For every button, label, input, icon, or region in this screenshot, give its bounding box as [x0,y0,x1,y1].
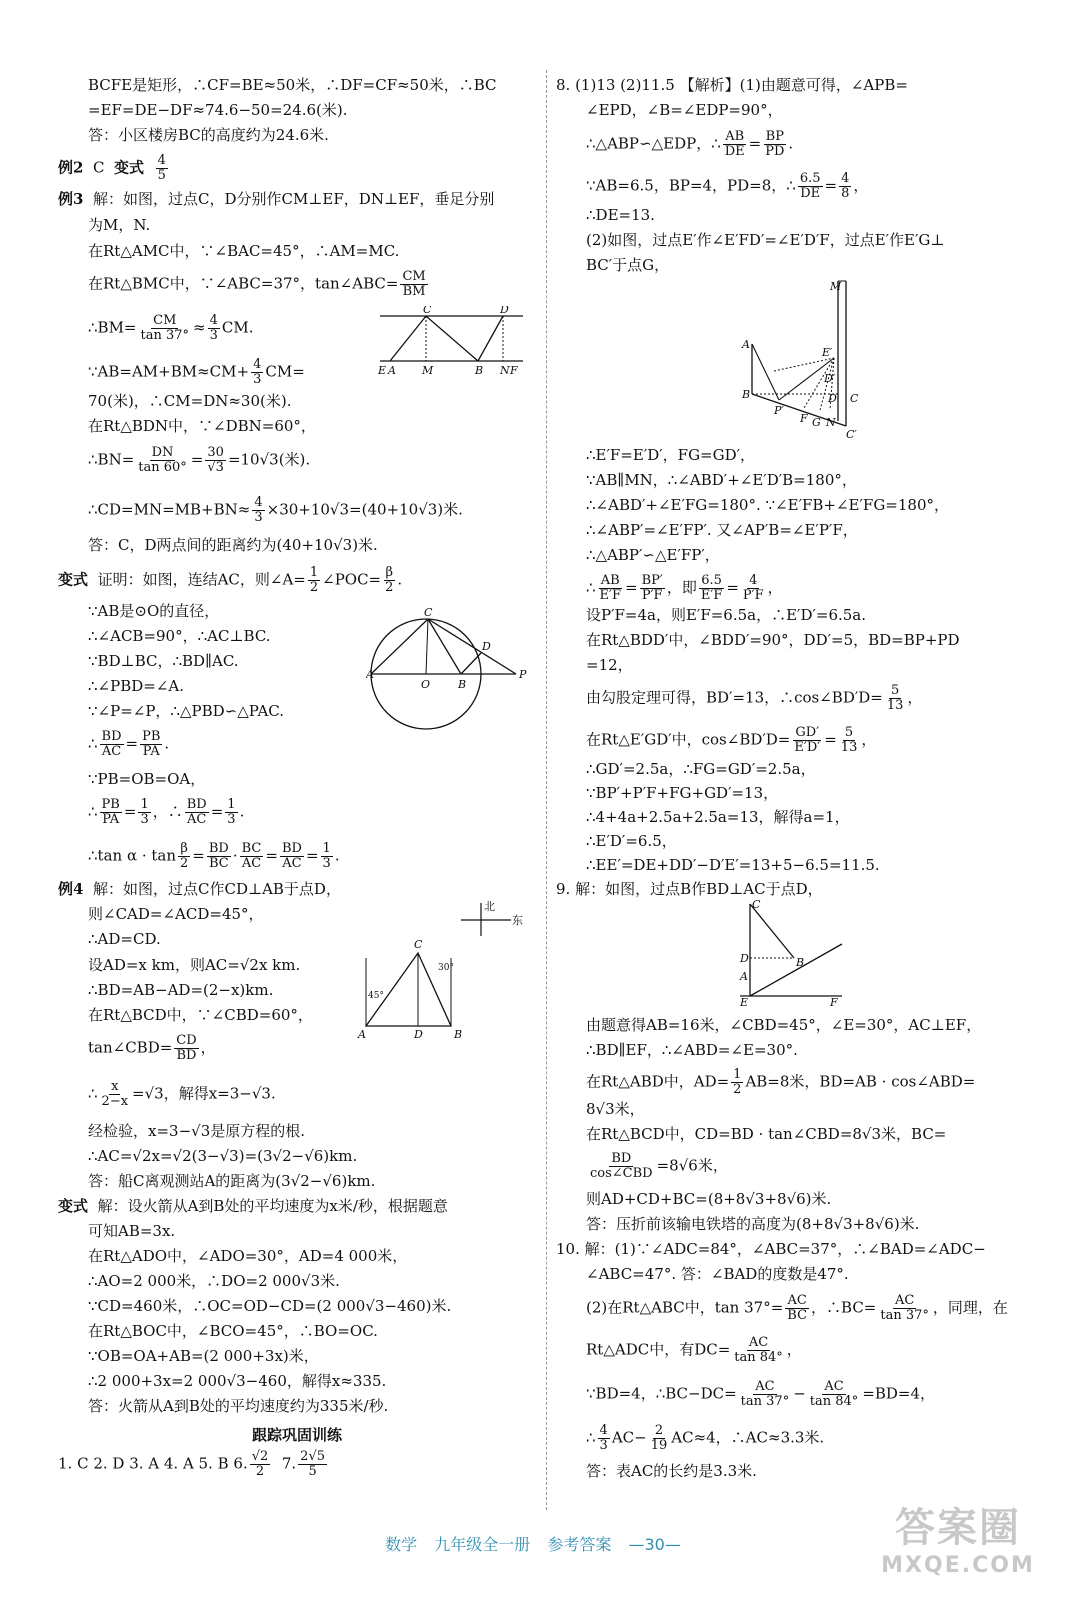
figure-label: 北 [484,900,495,913]
figure-label: N [826,416,836,429]
figure-variant1 [366,608,534,744]
text-line: ∴DE=13. [586,206,655,224]
figure-label: D [500,306,509,316]
text-line: ∴ $\frac{4}{3}$ AC− $\frac{2}{19}$ AC≈4，∴AC≈3.3米. [586,1423,825,1453]
text-line: ∠EPD，∠B=∠EDP=90°， [586,101,783,119]
text-line: 答：小区楼房BC的高度约为24.6米. [88,126,329,144]
figure-label: C [752,898,761,911]
text-line: ∴E′F=E′D′，FG=GD′， [586,446,756,464]
text-line: 由勾股定理可得，BD′=13，∴cos∠BD′D= $\frac{5}{13}$ ， [586,683,923,713]
figure-label: C [423,306,432,316]
text-line: ∴ $\frac{PB}{PA}$ = $\frac{1}{3}$ ，∴ $\frac{BD}{AC}$ = $\frac{1}{3}$ . [88,797,245,827]
figure-label: F [510,364,518,377]
text-line: ∵BD⊥BC，∴BD∥AC. [88,652,239,670]
text-line: (2)在Rt△ABC中，tan 37°= $\frac{AC}{BC}$ ，∴BC= $\frac{AC}{\tan 37^\circ}$ ，同理，在 [586,1293,1008,1323]
text-line: 则∠CAD=∠ACD=45°， [88,905,264,923]
section-title: 跟踪巩固训练 [251,1426,342,1444]
figure-label: D [414,1028,423,1041]
figure-label: A [740,970,748,983]
text-line: ∴ $\frac{BD}{AC}$ = $\frac{PB}{PA}$ . [88,729,170,759]
text-line: ∵OB=OA+AB=(2 000+3x)米， [88,1347,319,1365]
figure-label: C [850,392,859,405]
figure-label: 45° [368,991,384,1001]
text-line: ∴2 000+3x=2 000√3−460，解得x≈335. [88,1372,387,1390]
q9-line: 9. 解：如图，过点B作BD⊥AC于点D， [556,880,823,898]
text-line: ∴AC=√2x=√2(3−√3)=(3√2−√6)km. [88,1147,358,1165]
variant1-line: 变式 证明：如图，连结AC，则∠A= $\frac{1}{2}$ ∠POC= $\frac{\beta}{2}$ . [58,565,403,595]
example2-line: 例2 C 变式 $\frac{4}{5}$ [58,153,166,183]
figure-label: F [830,996,838,1008]
text-line: 在Rt△BMC中，∵∠ABC=37°，tan∠ABC= $\frac{CM}{BM}$ [88,269,426,299]
figure-label: G [812,416,821,429]
figure-label: N [500,364,510,377]
text-line: 经检验，x=3−√3是原方程的根. [88,1122,306,1140]
figure-label: P [519,668,527,681]
figure-ex4 [356,898,526,1046]
figure-label: C [414,938,423,951]
figure-q9 [732,896,848,1008]
q8-line: 8. (1)13 (2)11.5 【解析】(1)由题意可得，∠APB= [556,76,908,94]
text-line: 设AD=x km，则AC=√2x km. [88,956,301,974]
text-line: 在Rt△ADO中，∠ADO=30°，AD=4 000米， [88,1247,408,1265]
text-line: ∴△ABP′∽△E′FP′， [586,546,720,564]
figure-label: C [424,608,433,619]
text-line: ∴ $\frac{AB}{E'F}$ = $\frac{BP'}{P'F}$ ，即 $\frac{6.5}{E'F}$ = $\frac{4}{P'F}$ ， [586,573,783,603]
figure-label: B [454,1028,463,1041]
text-line: ∴BM= $\frac{CM}{\tan 37^\circ}$ ≈ $\frac{4}{3}$ CM. [88,313,254,343]
text-line: ∴AD=CD. [88,930,161,948]
text-line: ∵AB=6.5，BP=4，PD=8，∴ $\frac{6.5}{DE}$ = $\frac{4}{8}$ ， [586,171,869,201]
watermark-title: 答案圈 [895,1505,1021,1551]
fraction: $\frac{4}{5}$ [157,153,166,183]
figure-label: B [475,364,484,377]
text-line: ∵PB=OB=OA， [88,770,206,788]
footer-subject: 数学 [385,1535,418,1554]
figure-label: E [740,996,749,1008]
text-line: 8√3米， [586,1100,645,1118]
q10-line: 10. 解：(1)∵∠ADC=84°，∠ABC=37°，∴∠BAD=∠ADC− [556,1240,986,1258]
text-line: 答：C，D两点间的距离约为(40+10√3)米. [88,536,378,554]
text-line: ∴4+4a+2.5a+2.5a=13，解得a=1， [586,808,850,826]
text-line: Rt△ADC中，有DC= $\frac{AC}{\tan 84^\circ}$ ， [586,1335,802,1365]
text-line: 在Rt△BDN中，∵∠DBN=60°， [88,417,316,435]
text-line: 则AD+CD+BC=(8+8√3+8√6)米. [586,1190,832,1208]
text-line: BC′于点G， [586,256,670,274]
text-line: 在Rt△E′GD′中，cos∠BD′D= $\frac{GD'}{E'D'}$ = $\frac{5}{13}$ ， [586,725,877,755]
text-line: 答：压折前该输电铁塔的高度为(8+8√3+8√6)米. [586,1215,920,1233]
answers-line: 1. C 2. D 3. A 4. A 5. B 6. $\frac{√2}{2}$ 7. $\frac{2√5}{5}$ [58,1449,325,1479]
text-line: 设P′F=4a，则E′F=6.5a，∴E′D′=6.5a. [586,606,867,624]
text-line: ∴∠PBD=∠A. [88,677,184,695]
figure-label: B [796,956,805,969]
text-line: ∵AB是⊙O的直径， [88,602,220,620]
variant2-line: 变式 解：设火箭从A到B处的平均速度为x米/秒，根据题意 [58,1197,448,1215]
text-line: 70(米)，∴CM=DN≈30(米). [88,392,292,410]
figure-label: M [422,364,434,377]
text-line: BCFE是矩形，∴CF=BE≈50米，∴DF=CF≈50米，∴BC [88,76,497,94]
text-line: 在Rt△BDD′中，∠BDD′=90°，DD′=5，BD=BP+PD [586,631,960,649]
column-divider [546,70,547,1510]
text-line: ∴BD=AB−AD=(2−x)km. [88,981,274,999]
text-line: ∵∠P=∠P，∴△PBD∽△PAC. [88,702,285,720]
text-line: ∴tan α · tan $\frac{\beta}{2}$ = $\frac{BD}{BC}$ · $\frac{BC}{AC}$ = $\frac{BD}{AC}$ = $\frac{1}{3}$ . [88,841,340,871]
figure-label: E′ [822,346,833,359]
figure-label: A [742,338,750,351]
text-line: ∵BP′+P′F+FG+GD′=13， [586,784,779,802]
text-line: ∴CD=MN=MB+BN≈ $\frac{4}{3}$ ×30+10√3=(40+10√3)米. [88,495,463,525]
page-number: —30— [628,1535,681,1554]
text-line: ∵BD=4，∴BC−DC= $\frac{AC}{\tan 37^\circ}$ − $\frac{AC}{\tan 84^\circ}$ =BD=4， [586,1379,936,1409]
figure-label: 30° [438,963,454,973]
figure-ex3 [378,306,528,378]
figure-label: M [830,280,842,293]
text-line: ∠ABC=47°. 答：∠BAD的度数是47°. [586,1265,849,1283]
text-line: 在Rt△ABD中，AD= $\frac{1}{2}$ AB=8米，BD=AB · cos∠ABD= [586,1067,976,1097]
text-line: ∴GD′=2.5a，∴FG=GD′=2.5a， [586,760,816,778]
figure-label: D′ [824,372,836,385]
text-line: $\frac{BD}{\text{cos∠CBD}}$ =8√6米， [590,1151,728,1181]
figure-label: E [378,364,387,377]
text-line: 答：表AC的长约是3.3米. [586,1462,757,1480]
figure-label: F [800,412,808,425]
footer-type: 参考答案 [547,1535,612,1554]
text-line: ∴BD∥EF，∴∠ABD=∠E=30°. [586,1041,798,1059]
figure-label: D [828,392,837,405]
figure-label: C′ [846,428,857,441]
text-line: 在Rt△BCD中，CD=BD · tan∠CBD=8√3米，BC= [586,1125,947,1143]
text-line: ∵CD=460米，∴OC=OD−CD=(2 000√3−460)米. [88,1297,452,1315]
text-line: 在Rt△AMC中，∵∠BAC=45°，∴AM=MC. [88,242,400,260]
text-line: =12， [586,656,633,674]
text-line: ∴AO=2 000米，∴DO=2 000√3米. [88,1272,340,1290]
watermark-url: MXQE.COM [881,1553,1035,1578]
figure-label: A [358,1028,366,1041]
figure-label: A [366,668,374,681]
figure-label: O [421,678,431,691]
figure-label: 东 [512,914,523,927]
text-line: 在Rt△BOC中，∠BCO=45°，∴BO=OC. [88,1322,378,1340]
figure-label: D [740,952,749,965]
example4-line: 例4 解：如图，过点C作CD⊥AB于点D， [58,880,341,898]
figure-q8 [734,276,864,442]
text-line: 在Rt△BCD中，∵∠CBD=60°， [88,1006,313,1024]
text-line: ∴E′D′=6.5， [586,832,677,850]
text-line: (2)如图，过点E′作∠E′FD′=∠E′D′F，过点E′作E′G⊥ [586,231,945,249]
text-line: ∴△ABP∽△EDP，∴ $\frac{AB}{DE}$ = $\frac{BP}{PD}$ . [586,129,794,159]
watermark-logo [858,1496,1058,1578]
text-line: ∴EE′=DE+DD′−D′E′=13+5−6.5=11.5. [586,856,880,874]
text-line: 为M，N. [88,216,151,234]
figure-label: A [388,364,396,377]
text-line: 由题意得AB=16米，∠CBD=45°，∠E=30°，AC⊥EF， [586,1016,982,1034]
text-line: 可知AB=3x. [88,1222,176,1240]
text-line: =EF=DE−DF≈74.6−50=24.6(米). [88,101,348,119]
text-line: ∴∠ABP′=∠E′FP′. 又∠AP′B=∠E′P′F， [586,521,858,539]
text-line: ∵AB∥MN，∴∠ABD′+∠E′D′B=180°， [586,471,857,489]
text-line: 答：火箭从A到B处的平均速度约为335米/秒. [88,1397,389,1415]
text-line: ∴ $\frac{x}{2-x}$ =√3，解得x=3−√3. [88,1079,276,1109]
footer-grade: 九年级全一册 [434,1535,531,1554]
figure-label: B [458,678,467,691]
figure-label: D [482,640,491,653]
text-line: ∴∠ABD′+∠E′FG=180°. ∵∠E′FB+∠E′FG=180°， [586,496,949,514]
text-line: ∴∠ACB=90°，∴AC⊥BC. [88,627,271,645]
text-line: ∵AB=AM+BM≈CM+ $\frac{4}{3}$ CM= [88,357,305,387]
text-line: 答：船C离观测站A的距离为(3√2−√6)km. [88,1172,376,1190]
figure-label: P′ [774,404,784,417]
example3-line: 例3 解：如图，过点C，D分别作CM⊥EF，DN⊥EF，垂足分别 [58,190,495,208]
figure-label: B [742,388,751,401]
text-line: tan∠CBD= $\frac{CD}{BD}$ ， [88,1033,216,1063]
text-line: ∴BN= $\frac{DN}{\tan 60^\circ}$ = $\frac{30}{√3}$ =10√3(米). [88,445,311,475]
